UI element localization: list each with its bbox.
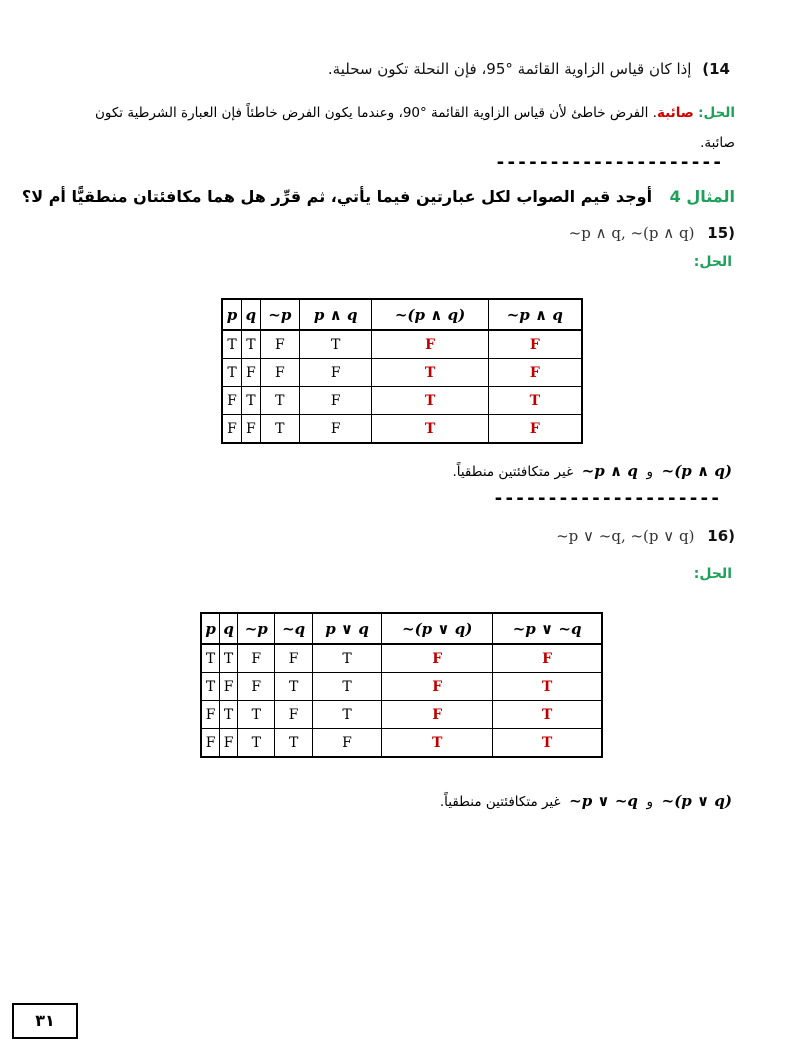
question-16 <box>556 527 735 545</box>
table-cell: F <box>275 701 312 729</box>
table-cell: T <box>312 673 381 701</box>
table-cell: F <box>260 330 299 359</box>
column-header: ~p ∧ q <box>488 299 582 330</box>
question-number: 14) <box>702 60 730 78</box>
question-14 <box>328 60 730 78</box>
table-row <box>201 644 602 673</box>
conclusion-16 <box>440 792 732 810</box>
table-cell: F <box>493 644 602 673</box>
table-cell: T <box>220 644 238 673</box>
truth-table-16 <box>200 612 603 758</box>
table-cell: T <box>201 673 220 701</box>
table-cell: T <box>299 330 372 359</box>
question-number: 16) <box>707 527 735 545</box>
table-cell: F <box>372 330 488 359</box>
truth-table-15 <box>221 298 583 444</box>
table-cell: F <box>382 644 493 673</box>
table-cell: T <box>493 701 602 729</box>
table-cell: T <box>372 415 488 444</box>
column-header: ~q <box>275 613 312 644</box>
column-header: p ∨ q <box>312 613 381 644</box>
table-cell: F <box>220 729 238 758</box>
table-row <box>222 415 582 444</box>
table-cell: F <box>260 359 299 387</box>
table-cell: F <box>242 359 261 387</box>
table-cell: T <box>201 644 220 673</box>
conjunction: و <box>646 464 654 480</box>
table-cell: F <box>299 359 372 387</box>
table-cell: T <box>242 330 261 359</box>
table-row <box>201 729 602 758</box>
solution-text: . الفرض خاطئ لأن قياس الزاوية القائمة °90، وعندما يكون الفرض خاطئاً فإن العبارة الشرطية تكون صائبة. <box>94 105 735 151</box>
page-number: ٣١ <box>12 1003 78 1039</box>
solution-14 <box>65 98 735 158</box>
column-header: ~p ∨ ~q <box>493 613 602 644</box>
column-header: ~(p ∧ q) <box>372 299 488 330</box>
formula: ~p ∨ ~q <box>569 792 638 810</box>
table-cell: T <box>275 673 312 701</box>
table-cell: F <box>222 387 242 415</box>
table-cell: T <box>222 330 242 359</box>
solution-label: الحل: <box>693 254 732 270</box>
table-cell: T <box>238 701 275 729</box>
column-header: q <box>242 299 261 330</box>
formula: ~p ∧ q <box>581 462 638 480</box>
table-cell: F <box>488 330 582 359</box>
question-expression: ~p ∧ q, ~(p ∧ q) <box>568 224 695 242</box>
table-cell: F <box>275 644 312 673</box>
table-row <box>201 673 602 701</box>
table-cell: F <box>299 387 372 415</box>
formula: ~(p ∧ q) <box>661 462 732 480</box>
column-header: ~p <box>238 613 275 644</box>
table-cell: T <box>488 387 582 415</box>
example-text: أوجد قيم الصواب لكل عبارتين فيما يأتي، ثم قرِّر هل هما مكافئتان منطقيًّا أم لا؟ <box>21 187 653 206</box>
table-cell: T <box>222 359 242 387</box>
table-cell: T <box>220 701 238 729</box>
table-row <box>222 330 582 359</box>
table-cell: F <box>312 729 381 758</box>
table-cell: F <box>488 359 582 387</box>
column-header: p <box>201 613 220 644</box>
table-cell: T <box>275 729 312 758</box>
conjunction: و <box>646 794 654 810</box>
column-header: ~p <box>260 299 299 330</box>
table-cell: T <box>372 359 488 387</box>
table-row <box>222 359 582 387</box>
table-row <box>222 387 582 415</box>
table-cell: F <box>222 415 242 444</box>
table-cell: F <box>201 701 220 729</box>
table-cell: F <box>299 415 372 444</box>
solution-label: الحل: <box>698 105 735 121</box>
table-cell: T <box>312 644 381 673</box>
table-cell: F <box>238 673 275 701</box>
column-header: p <box>222 299 242 330</box>
table-cell: T <box>260 387 299 415</box>
conclusion-text: غير متكافئتين منطقياً. <box>439 794 561 810</box>
table-cell: T <box>260 415 299 444</box>
verdict: صائبة <box>656 105 694 121</box>
question-number: 15) <box>707 224 735 242</box>
table-cell: F <box>488 415 582 444</box>
table-row <box>201 701 602 729</box>
table-cell: T <box>372 387 488 415</box>
question-text: إذا كان قياس الزاوية القائمة °95، فإن النحلة تكون سحلية. <box>327 60 692 78</box>
conclusion-text: غير متكافئتين منطقياً. <box>452 464 574 480</box>
table-header-row <box>222 299 582 330</box>
example-4-heading <box>22 187 735 206</box>
solution-label: الحل: <box>693 566 732 582</box>
table-cell: F <box>201 729 220 758</box>
conclusion-15 <box>452 462 732 480</box>
table-cell: T <box>238 729 275 758</box>
table-cell: T <box>312 701 381 729</box>
table-cell: F <box>220 673 238 701</box>
example-tag: المثال 4 <box>669 187 735 206</box>
table-cell: T <box>493 729 602 758</box>
table-cell: F <box>238 644 275 673</box>
column-header: ~(p ∨ q) <box>382 613 493 644</box>
table-cell: T <box>242 387 261 415</box>
table-cell: F <box>382 701 493 729</box>
column-header: q <box>220 613 238 644</box>
column-header: p ∧ q <box>299 299 372 330</box>
question-expression: ~p ∨ ~q, ~(p ∨ q) <box>556 527 695 545</box>
formula: ~(p ∨ q) <box>661 792 732 810</box>
table-cell: F <box>382 673 493 701</box>
table-header-row <box>201 613 602 644</box>
table-cell: F <box>242 415 261 444</box>
table-cell: T <box>382 729 493 758</box>
separator: --------------------- <box>493 488 721 509</box>
separator: --------------------- <box>495 152 723 173</box>
question-15 <box>569 224 735 242</box>
table-cell: T <box>493 673 602 701</box>
